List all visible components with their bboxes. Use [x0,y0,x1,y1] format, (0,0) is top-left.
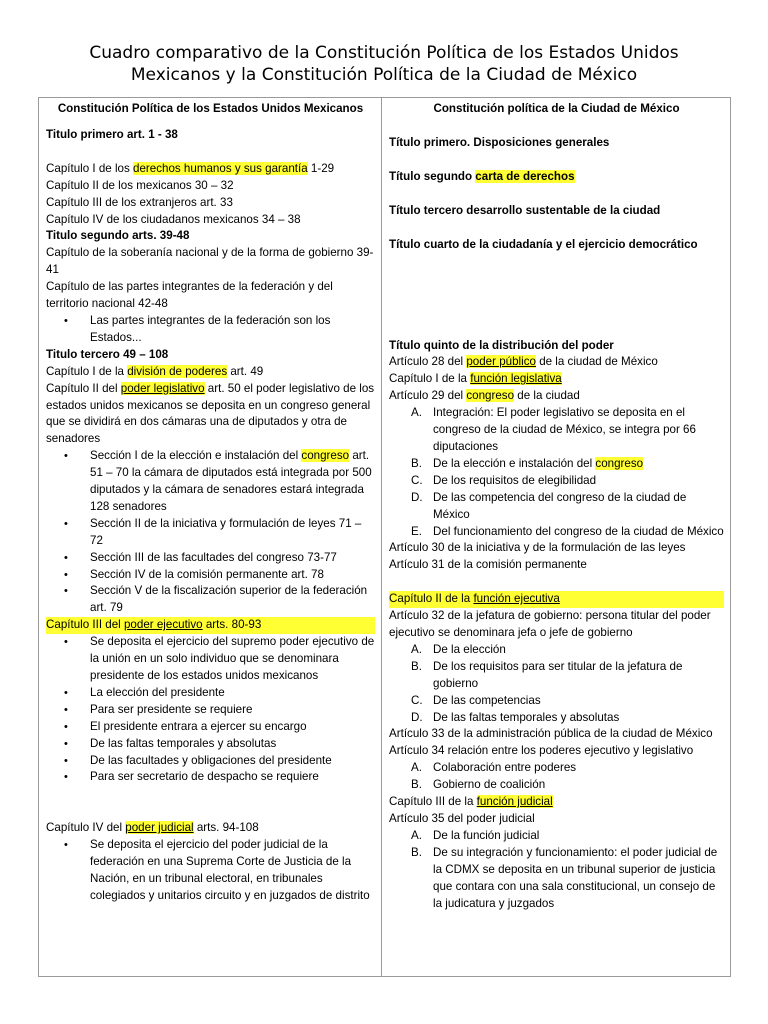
judicial-list [46,837,375,905]
list-item: • Sección III de las facultades del congreso 73-77 [90,550,375,567]
t2-capitulo-2: Capítulo de las partes integrantes de la federación y del territorio nacional 42-48 [46,280,333,311]
articulo-31: Artículo 31 de la comisión permanente [389,558,587,572]
list-item: • La elección del presidente [90,685,375,702]
list-item: B. De la elección e instalación del congreso [411,456,644,470]
titulo-segundo-cdmx: Título segundo carta de derechos [389,169,575,183]
ejecutivo-list [46,634,375,786]
list-item: • El presidente entrara a ejercer su encargo [90,719,375,736]
list-item: B. Gobierno de coalición [411,778,546,792]
capitulo-poder-judicial: Capítulo IV del poder judicial arts. 94-108 [46,821,259,835]
t3-capitulo-2: Capítulo II del poder legislativo art. 50 el poder legislativo de los estados unidos mexicanos se deposita en un congreso general que se dividirá en dos cámaras una de diputados y otra de senadores [46,381,375,446]
list-item: • Sección I de la elección e instalación del congreso art. 51 – 70 la cámara de diputados está integrada por 500 diputados y la cámara de senadores estará integrada 128 senadores [90,448,375,516]
list-item: • Para ser secretario de despacho se requiere [90,769,375,786]
list-item: A. Integración: El poder legislativo se deposita en el congreso de la ciudad de México, se integra por 66 diputaciones [411,406,696,453]
titulo-tercero: Titulo tercero 49 – 108 [46,347,169,361]
t2-capitulo-1: Capítulo de la soberanía nacional y de la forma de gobierno 39-41 [46,246,374,277]
comparison-table [38,97,731,977]
titulo-primero-cdmx: Título primero. Disposiciones generales [389,135,610,149]
list-item: • Sección IV de la comisión permanente art. 78 [90,567,375,584]
document-title [40,42,728,86]
articulo-33: Artículo 33 de la administración pública de la ciudad de México [389,727,713,741]
titulo-tercero-cdmx: Título tercero desarrollo sustentable de la ciudad [389,203,661,217]
right-header: Constitución política de la Ciudad de México [433,102,680,115]
list-item: • De las faltas temporales y absolutas [90,736,375,753]
articulo-34-list [389,760,724,794]
titulo-cuarto-cdmx: Título cuarto de la ciudadanía y el ejercicio democrático [389,237,698,251]
list-item: C. De los requisitos de elegibilidad [411,473,597,487]
list-item: D. De las faltas temporales y absolutas [411,710,620,724]
articulo-34: Artículo 34 relación entre los poderes ejecutivo y legislativo [389,744,694,758]
list-item: • Sección V de la fiscalización superior de la federación art. 79 [90,583,375,617]
titulo-primero: Titulo primero art. 1 - 38 [46,127,178,141]
right-column [382,98,731,977]
articulo-35-list [389,828,724,913]
list-item: A. De la elección [411,642,506,656]
list-item: • Sección II de la iniciativa y formulación de leyes 71 – 72 [90,516,375,550]
titulo-segundo: Titulo segundo arts. 39-48 [46,229,190,243]
left-header: Constitución Política de los Estados Unidos Mexicanos [57,102,364,115]
capitulo-poder-ejecutivo: Capítulo III del poder ejecutivo arts. 80-93 [46,617,375,634]
articulo-28: Artículo 28 del poder público de la ciudad de México [389,355,658,369]
t2-bullet-list [46,313,375,347]
list-item: E. Del funcionamiento del congreso de la ciudad de México [411,524,724,538]
t3-capitulo-1: Capítulo I de la división de poderes art. 49 [46,364,264,378]
articulo-29-list [389,405,724,540]
list-item: A. Colaboración entre poderes [411,761,577,775]
capitulo-funcion-legislativa: Capítulo I de la función legislativa [389,372,562,386]
capitulo-funcion-judicial: Capítulo III de la función judicial [389,795,553,809]
list-item: • Se deposita el ejercicio del supremo poder ejecutivo de la unión en un solo individuo que se denominara presidente de los estados unidos mexicanos [90,634,375,685]
t1-capitulo-3: Capítulo III de los extranjeros art. 33 [46,195,233,209]
list-item: B. De su integración y funcionamiento: el poder judicial de la CDMX se deposita en un tribunal superior de justicia que contara con una sala constitucional, un consejo de la judicatura y juzgados [411,845,718,910]
title-line-2: Mexicanos y la Constitución Política de la Ciudad de México [130,65,638,85]
t1-capitulo-4: Capítulo IV de los ciudadanos mexicanos 34 – 38 [46,212,301,226]
secciones-list [46,448,375,617]
title-line-1: Cuadro comparativo de la Constitución Política de los Estados Unidos [89,43,679,63]
list-item: B. De los requisitos para ser titular de la jefatura de gobierno [411,659,683,690]
list-item: • Se deposita el ejercicio del poder judicial de la federación en una Suprema Corte de Justicia de la Nación, en un tribunal electoral, en tribunales colegiados y unitarios circuito y en juzgados de distrito [90,837,375,905]
t1-capitulo-2: Capítulo II de los mexicanos 30 – 32 [46,178,234,192]
list-item: • De las facultades y obligaciones del presidente [90,753,375,770]
articulo-32-list [389,642,724,727]
articulo-35: Artículo 35 del poder judicial [389,812,535,825]
list-item: D. De las competencia del congreso de la ciudad de México [411,490,687,521]
articulo-32: Artículo 32 de la jefatura de gobierno: persona titular del poder ejecutivo se denominara jefa o jefe de gobierno [389,609,711,640]
list-item: C. De las competencias [411,693,541,707]
articulo-30: Artículo 30 de la iniciativa y de la formulación de las leyes [389,541,686,555]
capitulo-funcion-ejecutiva: Capítulo II de la función ejecutiva [389,591,724,608]
left-column [39,98,382,977]
list-item: • Las partes integrantes de la federación son los Estados... [90,313,375,347]
list-item: A. De la función judicial [411,828,540,842]
titulo-quinto-cdmx: Título quinto de la distribución del poder [389,338,614,352]
list-item: • Para ser presidente se requiere [90,702,375,719]
articulo-29: Artículo 29 del congreso de la ciudad [389,389,580,403]
t1-capitulo-1: Capítulo I de los derechos humanos y sus garantía 1-29 [46,161,335,175]
